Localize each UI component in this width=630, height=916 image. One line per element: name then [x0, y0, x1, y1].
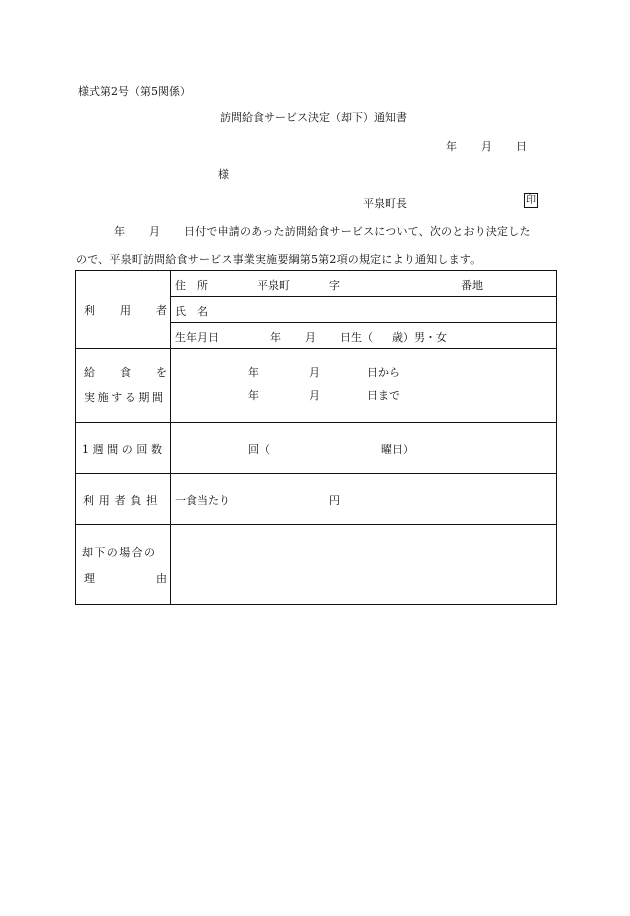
period-label-cell: [76, 349, 171, 423]
period-cell[interactable]: [171, 349, 557, 423]
document-title: 訪問給食サービス決定（却下）通知書: [220, 111, 407, 124]
seal-mark: [522, 193, 538, 208]
period-to-year: 年: [248, 389, 259, 402]
burden-yen: 円: [329, 494, 340, 507]
decision-table: [75, 270, 557, 605]
rejection-label-line1: 却下の場合の: [82, 546, 157, 559]
address-banchi: 番地: [461, 279, 483, 292]
weekly-cell[interactable]: [171, 423, 557, 474]
issuer-name: 平泉町長: [363, 197, 407, 210]
weekly-times: 回（: [248, 443, 270, 456]
date-month-label: 月: [481, 140, 492, 153]
address-label: 住 所: [175, 279, 208, 292]
birth-month-label: 月: [305, 331, 316, 344]
period-label-1: 給: [84, 366, 95, 379]
birthdate-cell[interactable]: [171, 323, 557, 349]
weekly-weekday: 曜日）: [381, 443, 414, 456]
birth-day-label: 日生（: [340, 331, 373, 344]
period-to-suffix: 日まで: [367, 389, 400, 402]
name-cell[interactable]: [171, 297, 557, 323]
body-line1-text: 日付で申請のあった訪問給食サービスについて、次のとおり決定した: [184, 225, 531, 238]
period-label-line2: 実施する期間: [84, 391, 166, 404]
period-from-year: 年: [248, 366, 259, 379]
rejection-label-2a: 理: [84, 572, 95, 585]
burden-label-cell: [76, 474, 171, 525]
address-cell[interactable]: [171, 271, 557, 297]
birth-year-label: 年: [270, 331, 281, 344]
period-label-2: 食: [120, 366, 131, 379]
period-from-month: 月: [309, 366, 320, 379]
period-to-month: 月: [309, 389, 320, 402]
burden-cell[interactable]: [171, 474, 557, 525]
user-label-3: 者: [156, 304, 167, 317]
age-sex-label: 歳）男・女: [392, 331, 447, 344]
name-label: 氏 名: [175, 305, 208, 318]
burden-per-meal: 一食当たり: [175, 494, 230, 507]
addressee-suffix: 様: [218, 168, 229, 181]
rejection-label-2b: 由: [156, 572, 167, 585]
seal-icon: 印: [526, 195, 536, 206]
weekly-label-cell: [76, 423, 171, 474]
address-aza: 字: [329, 279, 340, 292]
rejection-label-cell: [76, 525, 171, 605]
body-line1-month: 月: [149, 225, 160, 238]
address-town: 平泉町: [257, 279, 290, 292]
date-year-label: 年: [446, 140, 457, 153]
date-day-label: 日: [516, 140, 527, 153]
form-number: 様式第2号（第5関係）: [78, 85, 191, 98]
period-from-suffix: 日から: [367, 366, 400, 379]
weekly-label: 1週間の回数: [82, 443, 166, 456]
user-label-2: 用: [120, 304, 131, 317]
rejection-reason-cell[interactable]: [171, 525, 557, 605]
body-line1-year: 年: [114, 225, 125, 238]
body-line2-text: ので、平泉町訪問給食サービス事業実施要綱第5第2項の規定により通知します。: [76, 253, 482, 266]
birthdate-label: 生年月日: [175, 331, 219, 344]
user-label-cell: [76, 271, 171, 349]
burden-label: 利用者負担: [83, 494, 162, 507]
user-label-1: 利: [84, 304, 95, 317]
period-label-3: を: [156, 366, 167, 379]
